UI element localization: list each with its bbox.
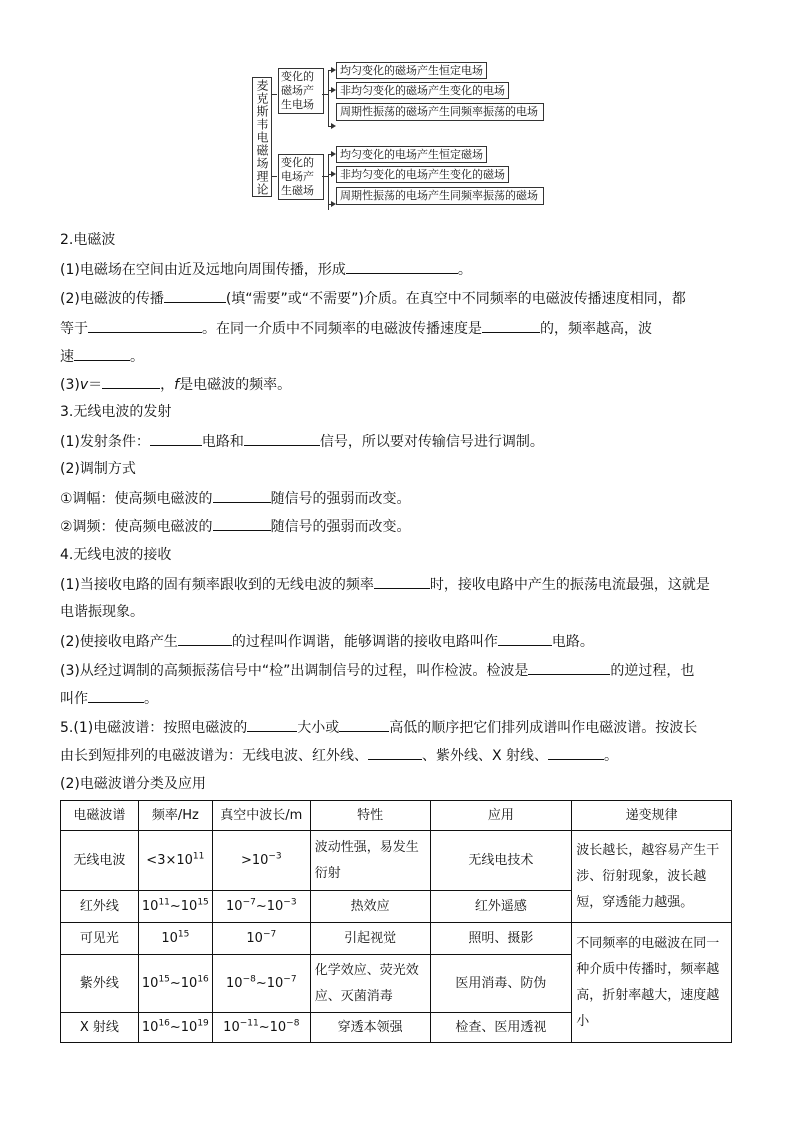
- text-line: [60, 346, 144, 367]
- fill-blank[interactable]: [346, 259, 458, 274]
- concept-map-root: 麦克斯韦电磁场理论: [252, 77, 272, 197]
- connector: [328, 70, 329, 126]
- cell-rule: 不同频率的电磁波在同一种介质中传播时，频率越高，折射率越大，速度越小: [572, 923, 732, 1043]
- table-header: 频率/Hz: [138, 801, 212, 831]
- symbol-f: f: [174, 377, 180, 393]
- fill-blank[interactable]: [528, 660, 610, 675]
- fill-blank[interactable]: [374, 574, 430, 589]
- spectrum-table: [60, 800, 732, 1043]
- cell-freq: $10^{15}\sim 10^{16}$: [138, 955, 212, 1013]
- table-row: [61, 923, 732, 955]
- table-header: 应用: [430, 801, 572, 831]
- fill-blank[interactable]: [548, 745, 604, 760]
- cell-use: 检查、医用透视: [430, 1013, 572, 1043]
- connector: [271, 94, 277, 95]
- connector: [322, 176, 328, 177]
- text: 的逆过程，也: [610, 663, 695, 679]
- text-line: [60, 318, 652, 339]
- text: 高低的顺序把它们排列成谱叫作电磁波谱。按波长: [389, 720, 698, 736]
- table-header: 特性: [310, 801, 430, 831]
- leaf-node: 均匀变化的电场产生恒定磁场: [336, 146, 487, 163]
- text-line: [60, 660, 694, 681]
- text: (1)发射条件：: [60, 434, 150, 450]
- cell-wavelength: $10^{-11}\sim 10^{-8}$: [212, 1013, 310, 1043]
- cell-use: 红外遥感: [430, 891, 572, 923]
- text: 、紫外线、X 射线、: [422, 748, 549, 764]
- text-line: [60, 745, 618, 766]
- cell-feature: 化学效应、荧光效应、灭菌消毒: [310, 955, 430, 1013]
- cell-name: 可见光: [61, 923, 139, 955]
- fill-blank[interactable]: [498, 631, 552, 646]
- text: 5.(1)电磁波谱：按照电磁波的: [60, 720, 248, 736]
- text: 的，频率越高，波: [540, 321, 652, 337]
- fill-blank[interactable]: [368, 745, 422, 760]
- text-line: [60, 488, 411, 509]
- cell-feature: 热效应: [310, 891, 430, 923]
- text: 信号，所以要对传输信号进行调制。: [319, 434, 544, 450]
- fill-blank[interactable]: [213, 516, 271, 531]
- fill-blank[interactable]: [178, 631, 232, 646]
- table-header: 递变规律: [572, 801, 732, 831]
- text: (1)当接收电路的固有频率跟收到的无线电波的频率: [60, 577, 374, 593]
- section-title: 2.电磁波: [60, 232, 116, 248]
- text-line: [60, 374, 291, 395]
- fill-blank[interactable]: [74, 346, 130, 361]
- fill-blank[interactable]: [213, 488, 271, 503]
- connector: [271, 176, 277, 177]
- cell-use: 照明、摄影: [430, 923, 572, 955]
- section-title: 3.无线电波的发射: [60, 404, 172, 420]
- cell-freq: $10^{11}\sim 10^{15}$: [138, 891, 212, 923]
- table-header-row: [61, 801, 732, 831]
- text-line: [60, 574, 710, 595]
- fill-blank[interactable]: [482, 318, 540, 333]
- fill-blank[interactable]: [88, 688, 144, 703]
- text: 大小或: [297, 720, 340, 736]
- section-title: 4.无线电波的接收: [60, 547, 172, 563]
- text: 由长到短排列的电磁波谱为：无线电波、红外线、: [60, 748, 368, 764]
- text: (3): [60, 377, 80, 393]
- text-line: [60, 688, 158, 709]
- symbol-v: v: [79, 377, 89, 393]
- arrow-icon: [331, 123, 336, 129]
- cell-freq: $<3\times 10^{11}$: [138, 831, 212, 891]
- leaf-node: 非均匀变化的电场产生变化的磁场: [336, 166, 509, 183]
- text: ②调频：使高频电磁波的: [60, 519, 213, 535]
- cell-wavelength: $10^{-7}\sim 10^{-3}$: [212, 891, 310, 923]
- text: 的过程叫作调谐，能够调谐的接收电路叫作: [231, 634, 498, 650]
- fill-blank[interactable]: [164, 288, 226, 303]
- cell-feature: 引起视觉: [310, 923, 430, 955]
- leaf-node: 非均匀变化的磁场产生变化的电场: [336, 82, 509, 99]
- leaf-node: 周期性振荡的电场产生同频率振荡的磁场: [336, 187, 544, 205]
- text: 。在同一介质中不同频率的电磁波传播速度是: [202, 321, 482, 337]
- text: ①调幅：使高频电磁波的: [60, 491, 213, 507]
- fill-blank[interactable]: [339, 717, 389, 732]
- text-line: [60, 516, 411, 537]
- cell-name: X 射线: [61, 1013, 139, 1043]
- text: 。: [457, 262, 472, 278]
- leaf-node: 均匀变化的磁场产生恒定电场: [336, 62, 487, 79]
- text-line: [60, 259, 472, 280]
- cell-feature: 穿透本领强: [310, 1013, 430, 1043]
- text: (填“需要”或“不需要”)介质。在真空中不同频率的电磁波传播速度相同，都: [225, 291, 686, 307]
- text: 速: [60, 349, 74, 365]
- text: ＝: [88, 377, 103, 393]
- text: (3)从经过调制的高频振荡信号中“检”出调制信号的过程，叫作检波。检波是: [60, 663, 529, 679]
- cell-wavelength: $>10^{-3}$: [212, 831, 310, 891]
- connector: [322, 94, 328, 95]
- leaf-node: 周期性振荡的磁场产生同频率振荡的电场: [336, 103, 544, 121]
- fill-blank[interactable]: [247, 717, 297, 732]
- fill-blank[interactable]: [102, 374, 160, 389]
- text-line: (2)调制方式: [60, 461, 136, 477]
- text: 时，接收电路中产生的振荡电流最强，这就是: [429, 577, 710, 593]
- text: 。: [130, 349, 144, 365]
- branch-electric-to-magnetic: 变化的电场产生磁场: [278, 154, 324, 200]
- cell-feature: 波动性强，易发生衍射: [310, 831, 430, 891]
- cell-freq: $10^{15}$: [138, 923, 212, 955]
- text: 随信号的强弱而改变。: [270, 491, 411, 507]
- text: 电路。: [551, 634, 594, 650]
- cell-name: 红外线: [61, 891, 139, 923]
- connector: [328, 154, 329, 210]
- table-header: 真空中波长/m: [212, 801, 310, 831]
- fill-blank[interactable]: [150, 431, 202, 446]
- text-line: [60, 717, 697, 738]
- text: (2)电磁波的传播: [60, 291, 164, 307]
- text: 电路和: [201, 434, 244, 450]
- text-line: [60, 431, 544, 452]
- text: 是电磁波的频率。: [179, 377, 292, 393]
- text-line: [60, 288, 686, 309]
- table-header: 电磁波谱: [61, 801, 139, 831]
- cell-rule: 波长越长，越容易产生干涉、衍射现象，波长越短，穿透能力越强。: [572, 831, 732, 923]
- fill-blank[interactable]: [88, 318, 202, 333]
- text: (1)电磁场在空间由近及远地向周围传播，形成: [60, 262, 346, 278]
- text: 。: [604, 748, 619, 764]
- cell-name: 无线电波: [61, 831, 139, 891]
- cell-wavelength: $10^{-8}\sim 10^{-7}$: [212, 955, 310, 1013]
- text: 。: [144, 691, 158, 707]
- branch-magnetic-to-electric: 变化的磁场产生电场: [278, 68, 324, 114]
- cell-use: 无线电技术: [430, 831, 572, 891]
- table-row: [61, 831, 732, 891]
- fill-blank[interactable]: [244, 431, 320, 446]
- cell-use: 医用消毒、防伪: [430, 955, 572, 1013]
- cell-wavelength: $10^{-7}$: [212, 923, 310, 955]
- text: 等于: [60, 321, 88, 337]
- text-line: 电谐振现象。: [60, 604, 144, 620]
- cell-freq: $10^{16}\sim 10^{19}$: [138, 1013, 212, 1043]
- text: (2)使接收电路产生: [60, 634, 178, 650]
- text: 随信号的强弱而改变。: [270, 519, 411, 535]
- text: 叫作: [60, 691, 88, 707]
- text-line: [60, 631, 594, 652]
- text: ，: [160, 377, 175, 393]
- cell-name: 紫外线: [61, 955, 139, 1013]
- text-line: (2)电磁波谱分类及应用: [60, 776, 206, 792]
